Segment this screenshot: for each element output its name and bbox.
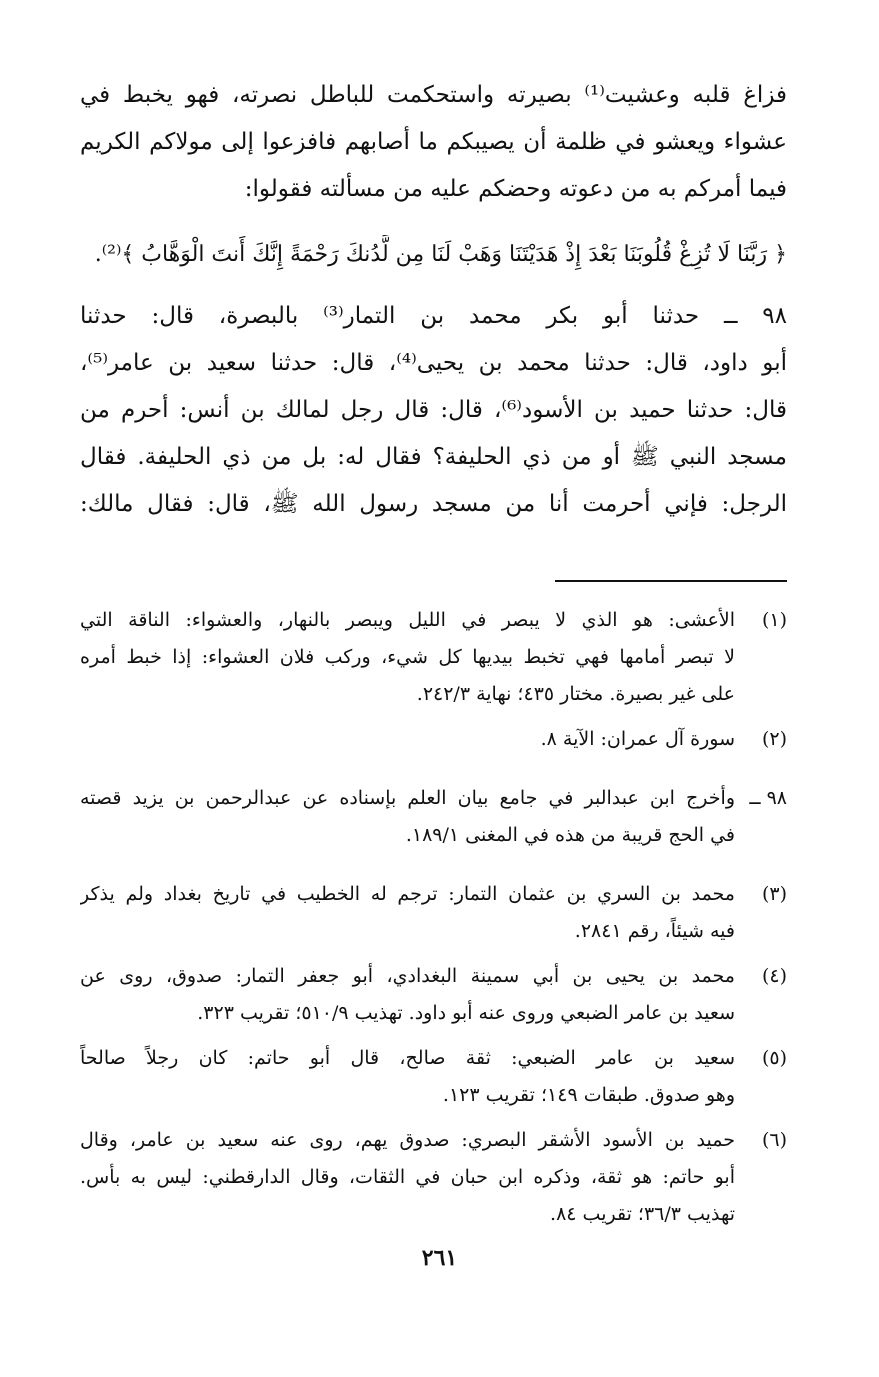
footnote-line: تهذيب ٣٦/٣؛ تقريب ٨٤. — [550, 1203, 735, 1225]
footnote-number: (٢) — [761, 728, 787, 750]
footnote-line: في الحج قريبة من هذه في المغنى ١٨٩/١. — [405, 824, 735, 846]
footnote-5 — [80, 1040, 787, 1114]
footnote-line: وهو صدوق. طبقات ١٤٩؛ تقريب ١٢٣. — [442, 1084, 735, 1106]
footnote-4 — [80, 958, 787, 1032]
footnote-line: على غير بصيرة. مختار ٤٣٥؛ نهاية ٢٤٢/٣. — [416, 683, 735, 705]
footnote-number: (٥) — [761, 1047, 787, 1069]
footnote-2 — [80, 721, 787, 758]
paragraph-1 — [80, 72, 787, 213]
footnote-number: (١) — [761, 609, 787, 631]
footnote-6 — [80, 1122, 787, 1233]
footnote-line: محمد بن السري بن عثمان التمار: ترجم له الخطيب في تاريخ بغداد ولم يذكر — [80, 883, 735, 905]
text-line: ٩٨ ــ حدثنا أبو بكر محمد بن التمار⁽³⁾ بالبصرة، قال: حدثنا — [80, 303, 787, 329]
footnote-line: لا تبصر أمامها فهي تخبط بيديها كل شيء، وركب فلان العشواء: إذا خبط أمره — [80, 646, 735, 668]
text-line: فزاغ قلبه وعشيت⁽¹⁾ بصيرته واستحكمت للباطل نصرته، فهو يخبط في — [80, 82, 787, 108]
footnote-number: (٤) — [761, 965, 787, 987]
footnote-number: (٦) — [761, 1129, 787, 1151]
text-line: فيما أمركم به من دعوته وحضكم عليه من مسألته فقولوا: — [244, 176, 787, 202]
text-line: أبو داود، قال: حدثنا محمد بن يحيى⁽⁴⁾، قال: حدثنا سعيد بن عامر⁽⁵⁾، — [80, 350, 787, 376]
text-line: مسجد النبي ﷺ أو من ذي الحليفة؟ فقال له: بل من ذي الحليفة. فقال — [80, 444, 787, 470]
text-line: قال: حدثنا حميد بن الأسود⁽⁶⁾، قال: قال رجل لمالك بن أنس: أحرم من — [80, 397, 787, 423]
quran-verse: ﴿ رَبَّنَا لَا تُزِغْ قُلُوبَنَا بَعْدَ إِذْ هَدَيْتَنَا وَهَبْ لَنَا مِن لَّدُنكَ رَحْمَةً إِنَّكَ أَنتَ الْوَهَّابُ ﴾⁽²⁾. — [94, 242, 787, 267]
main-text — [80, 72, 787, 528]
text-line: الرجل: فإني أحرمت أنا من مسجد رسول الله ﷺ، قال: فقال مالك: — [80, 491, 787, 517]
footnote-line: فيه شيئاً، رقم ٢٨٤١. — [574, 920, 735, 942]
footnote-line: الأعشى: هو الذي لا يبصر في الليل ويبصر بالنهار، والعشواء: الناقة التي — [80, 609, 735, 631]
paragraph-hadith-98 — [80, 293, 787, 528]
footnotes — [80, 602, 787, 1233]
footnote-line: أبو حاتم: هو ثقة، وذكره ابن حبان في الثقات، وقال الدارقطني: ليس به بأس. — [80, 1166, 735, 1188]
footnote-3 — [80, 876, 787, 950]
text-line: عشواء ويعشو في ظلمة أن يصيبكم ما أصابهم فافزعوا إلى مولاكم الكريم — [80, 129, 787, 155]
footnote-line: سعيد بن عامر الضبعي وروى عنه أبو داود. تهذيب ٥١٠/٩؛ تقريب ٣٢٣. — [197, 1002, 735, 1024]
footnote-line: سعيد بن عامر الضبعي: ثقة صالح، قال أبو حاتم: كان رجلاً صالحاً — [80, 1047, 735, 1069]
footnote-divider — [555, 580, 787, 582]
footnote-hadith-98 — [80, 780, 787, 854]
footnote-line: حميد بن الأسود الأشقر البصري: صدوق يهم، روى عنه سعيد بن عامر، وقال — [80, 1129, 735, 1151]
footnote-number: ٩٨ ــ — [749, 787, 787, 809]
page-number: ٢٦١ — [421, 1245, 458, 1271]
footnote-line: محمد بن يحيى بن أبي سمينة البغدادي، أبو جعفر التمار: صدوق، روى عن — [80, 965, 735, 987]
footnote-line: سورة آل عمران: الآية ٨. — [540, 728, 735, 750]
footnote-number: (٣) — [761, 883, 787, 905]
footnote-1 — [80, 602, 787, 713]
footnote-line: وأخرج ابن عبدالبر في جامع بيان العلم بإسناده عن عبدالرحمن بن يزيد قصته — [80, 787, 735, 809]
